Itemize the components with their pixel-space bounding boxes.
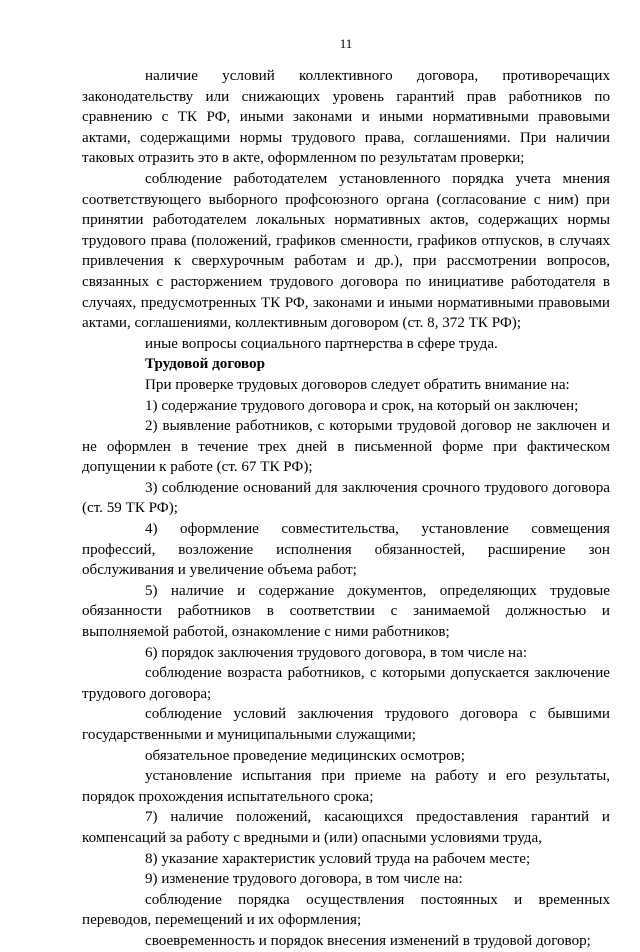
list-item: 8) указание характеристик условий труда на рабочем месте;	[145, 850, 531, 867]
list-item: 7) наличие положений, касающихся предоставления гарантий и компенсаций за работу с вредными и (или) опасными условиями труда,	[82, 809, 610, 846]
list-item: 5) наличие и содержание документов, определяющих трудовые обязанности работников в соответствии с занимаемой должностью и выполняемой работой, ознакомление с ними работников;	[82, 582, 610, 641]
sub-item: соблюдение условий заключения трудового договора с бывшими государственными и муниципальными служащими;	[82, 706, 610, 743]
list-item: 3) соблюдение оснований для заключения срочного трудового договора (ст. 59 ТК РФ);	[82, 479, 610, 517]
list-item: 1) содержание трудового договора и срок, на который он заключен;	[145, 397, 579, 414]
sub-item: соблюдение возраста работников, с которыми допускается заключение трудового договора;	[82, 665, 610, 702]
list-item: 4) оформление совместительства, установление совмещения профессий, возложение исполнения обязанностей, расширение зон обслуживания и увеличение объема работ;	[82, 521, 610, 579]
section-heading: Трудовой договор	[145, 356, 265, 373]
list-item: 9) изменение трудового договора, в том числе на:	[145, 871, 463, 888]
paragraph: соблюдение работодателем установленного порядка учета мнения соответствующего выборного профсоюзного органа (согласование с ним) при принятии работодателем локальных нормативных актов, содержащих нормы трудового права (положений, графиков сменности, графиков отпусков, в случаях привлечения к сверхурочным работам и др.), при рассмотрении вопросов, связанных с расторжением трудового договора по инициативе работодателя в случаях, предусмотренных ТК РФ, законами и иными нормативными правовыми актами, соглашениями, коллективным договором (ст. 8, 372 ТК РФ);	[82, 170, 610, 332]
sub-item: обязательное проведение медицинских осмотров;	[145, 747, 465, 764]
sub-item: своевременность и порядок внесения изменений в трудовой договор;	[145, 932, 591, 949]
list-item: 6) порядок заключения трудового договора, в том числе на:	[145, 644, 528, 661]
page-number: 11	[339, 36, 353, 51]
paragraph: При проверке трудовых договоров следует обратить внимание на:	[145, 376, 570, 393]
paragraph: наличие условий коллективного договора, противоречащих законодательству или снижающих уровень гарантий прав работников по сравнению с ТК РФ, иными законами и иными нормативными правовыми актами, содержащими нормы трудового права, соглашениями. При наличии таковых отразить это в акте, оформленном по результатам проверки;	[82, 68, 610, 167]
sub-item: соблюдение порядка осуществления постоянных и временных переводов, перемещений и их оформления;	[82, 891, 610, 929]
paragraph: иные вопросы социального партнерства в сфере труда.	[145, 335, 498, 352]
sub-item: установление испытания при приеме на работу и его результаты, порядок прохождения испытательного срока;	[82, 768, 610, 805]
list-item: 2) выявление работников, с которыми трудовой договор не заключен и не оформлен в течение трех дней в письменной форме при фактическом допущении к работе (ст. 67 ТК РФ);	[82, 418, 610, 476]
